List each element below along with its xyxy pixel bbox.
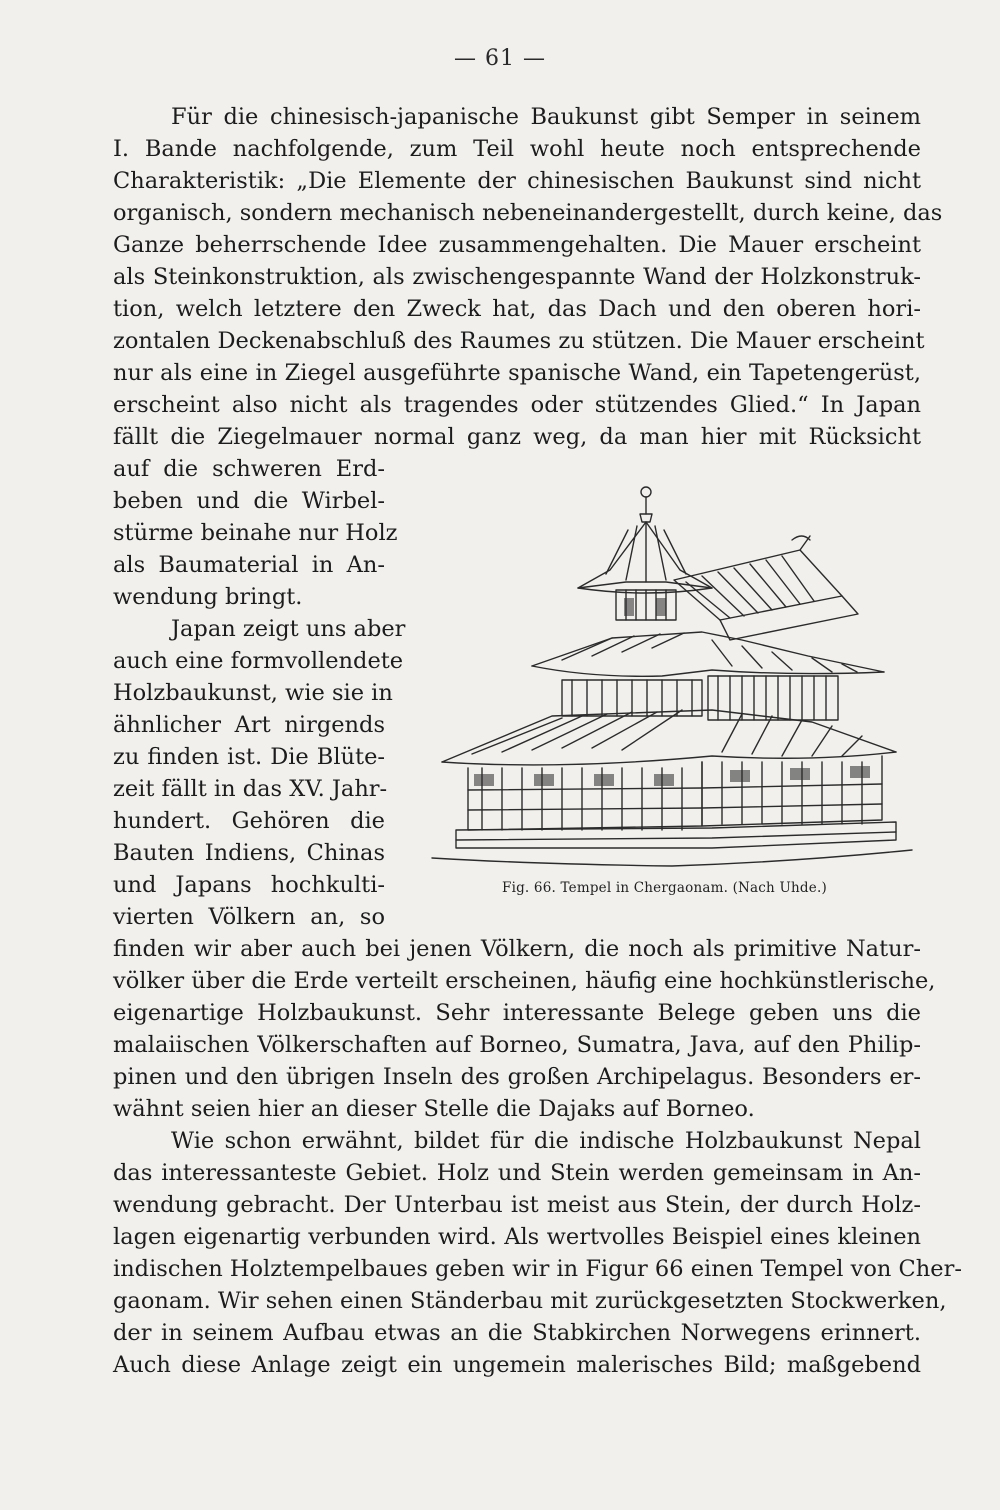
text-line: Holzbaukunst, wie sie in	[113, 680, 393, 706]
text-line: auch eine formvollendete	[113, 648, 404, 674]
text-line: I. Bande nachfolgende, zum Teil wohl heute noch entsprechende	[113, 136, 921, 162]
text-line: auf die schweren Erd-	[113, 456, 385, 482]
text-line: vierten Völkern an, so	[113, 904, 385, 930]
text-line: als Baumaterial in An-	[113, 552, 385, 578]
text-line: stürme beinahe nur Holz	[113, 520, 398, 546]
text-line: indischen Holztempelbaues geben wir in Figur 66 einen Tempel von Cher-	[113, 1256, 962, 1282]
page-number: — 61 —	[454, 46, 546, 71]
temple-drawing	[412, 470, 920, 880]
text-line: tion, welch letztere den Zweck hat, das Dach und den oberen hori-	[113, 296, 921, 322]
text-line: zu finden ist. Die Blüte-	[113, 744, 385, 770]
text-line: wähnt seien hier an dieser Stelle die Dajaks auf Borneo.	[113, 1096, 755, 1122]
text-line: Japan zeigt uns aber	[171, 616, 406, 642]
text-line: fällt die Ziegelmauer normal ganz weg, da man hier mit Rücksicht	[113, 424, 921, 450]
text-line: und Japans hochkulti-	[113, 872, 385, 898]
text-line: das interessanteste Gebiet. Holz und Stein werden gemeinsam in An-	[113, 1160, 921, 1186]
text-line: ähnlicher Art nirgends	[113, 712, 385, 738]
temple-illustration	[412, 470, 920, 890]
text-line: der in seinem Aufbau etwas an die Stabkirchen Norwegens erinnert.	[113, 1320, 921, 1346]
text-line: organisch, sondern mechanisch nebeneinandergestellt, durch keine, das	[113, 200, 943, 226]
text-line: hundert. Gehören die	[113, 808, 385, 834]
text-line: als Steinkonstruktion, als zwischengespannte Wand der Holzkonstruk-	[113, 264, 921, 290]
text-line: Für die chinesisch-japanische Baukunst gibt Semper in seinem	[171, 104, 921, 130]
text-line: Ganze beherrschende Idee zusammengehalten. Die Mauer erscheint	[113, 232, 921, 258]
text-line: zontalen Deckenabschluß des Raumes zu stützen. Die Mauer erscheint	[113, 328, 925, 354]
text-line: beben und die Wirbel-	[113, 488, 385, 514]
text-line: völker über die Erde verteilt erscheinen, häufig eine hochkünstlerische,	[113, 968, 936, 994]
text-line: eigenartige Holzbaukunst. Sehr interessante Belege geben uns die	[113, 1000, 921, 1026]
text-line: pinen und den übrigen Inseln des großen Archipelagus. Besonders er-	[113, 1064, 921, 1090]
text-line: finden wir aber auch bei jenen Völkern, die noch als primitive Natur-	[113, 936, 921, 962]
text-line: erscheint also nicht als tragendes oder stützendes Glied.“ In Japan	[113, 392, 921, 418]
text-line: lagen eigenartig verbunden wird. Als wertvolles Beispiel eines kleinen	[113, 1224, 921, 1250]
text-line: Bauten Indiens, Chinas	[113, 840, 385, 866]
text-line: Charakteristik: „Die Elemente der chinesischen Baukunst sind nicht	[113, 168, 921, 194]
text-line: wendung bringt.	[113, 584, 303, 610]
text-line: malaiischen Völkerschaften auf Borneo, Sumatra, Java, auf den Philip-	[113, 1032, 921, 1058]
text-line: zeit fällt in das XV. Jahr-	[113, 776, 388, 802]
text-line: gaonam. Wir sehen einen Ständerbau mit zurückgesetzten Stockwerken,	[113, 1288, 947, 1314]
text-line: wendung gebracht. Der Unterbau ist meist aus Stein, der durch Holz-	[113, 1192, 921, 1218]
text-line: nur als eine in Ziegel ausgeführte spanische Wand, ein Tapetengerüst,	[113, 360, 921, 386]
text-line: Wie schon erwähnt, bildet für die indische Holzbaukunst Nepal	[171, 1128, 921, 1154]
figure-caption: Fig. 66. Tempel in Chergaonam. (Nach Uhde.)	[502, 880, 827, 896]
text-line: Auch diese Anlage zeigt ein ungemein malerisches Bild; maßgebend	[113, 1352, 921, 1378]
